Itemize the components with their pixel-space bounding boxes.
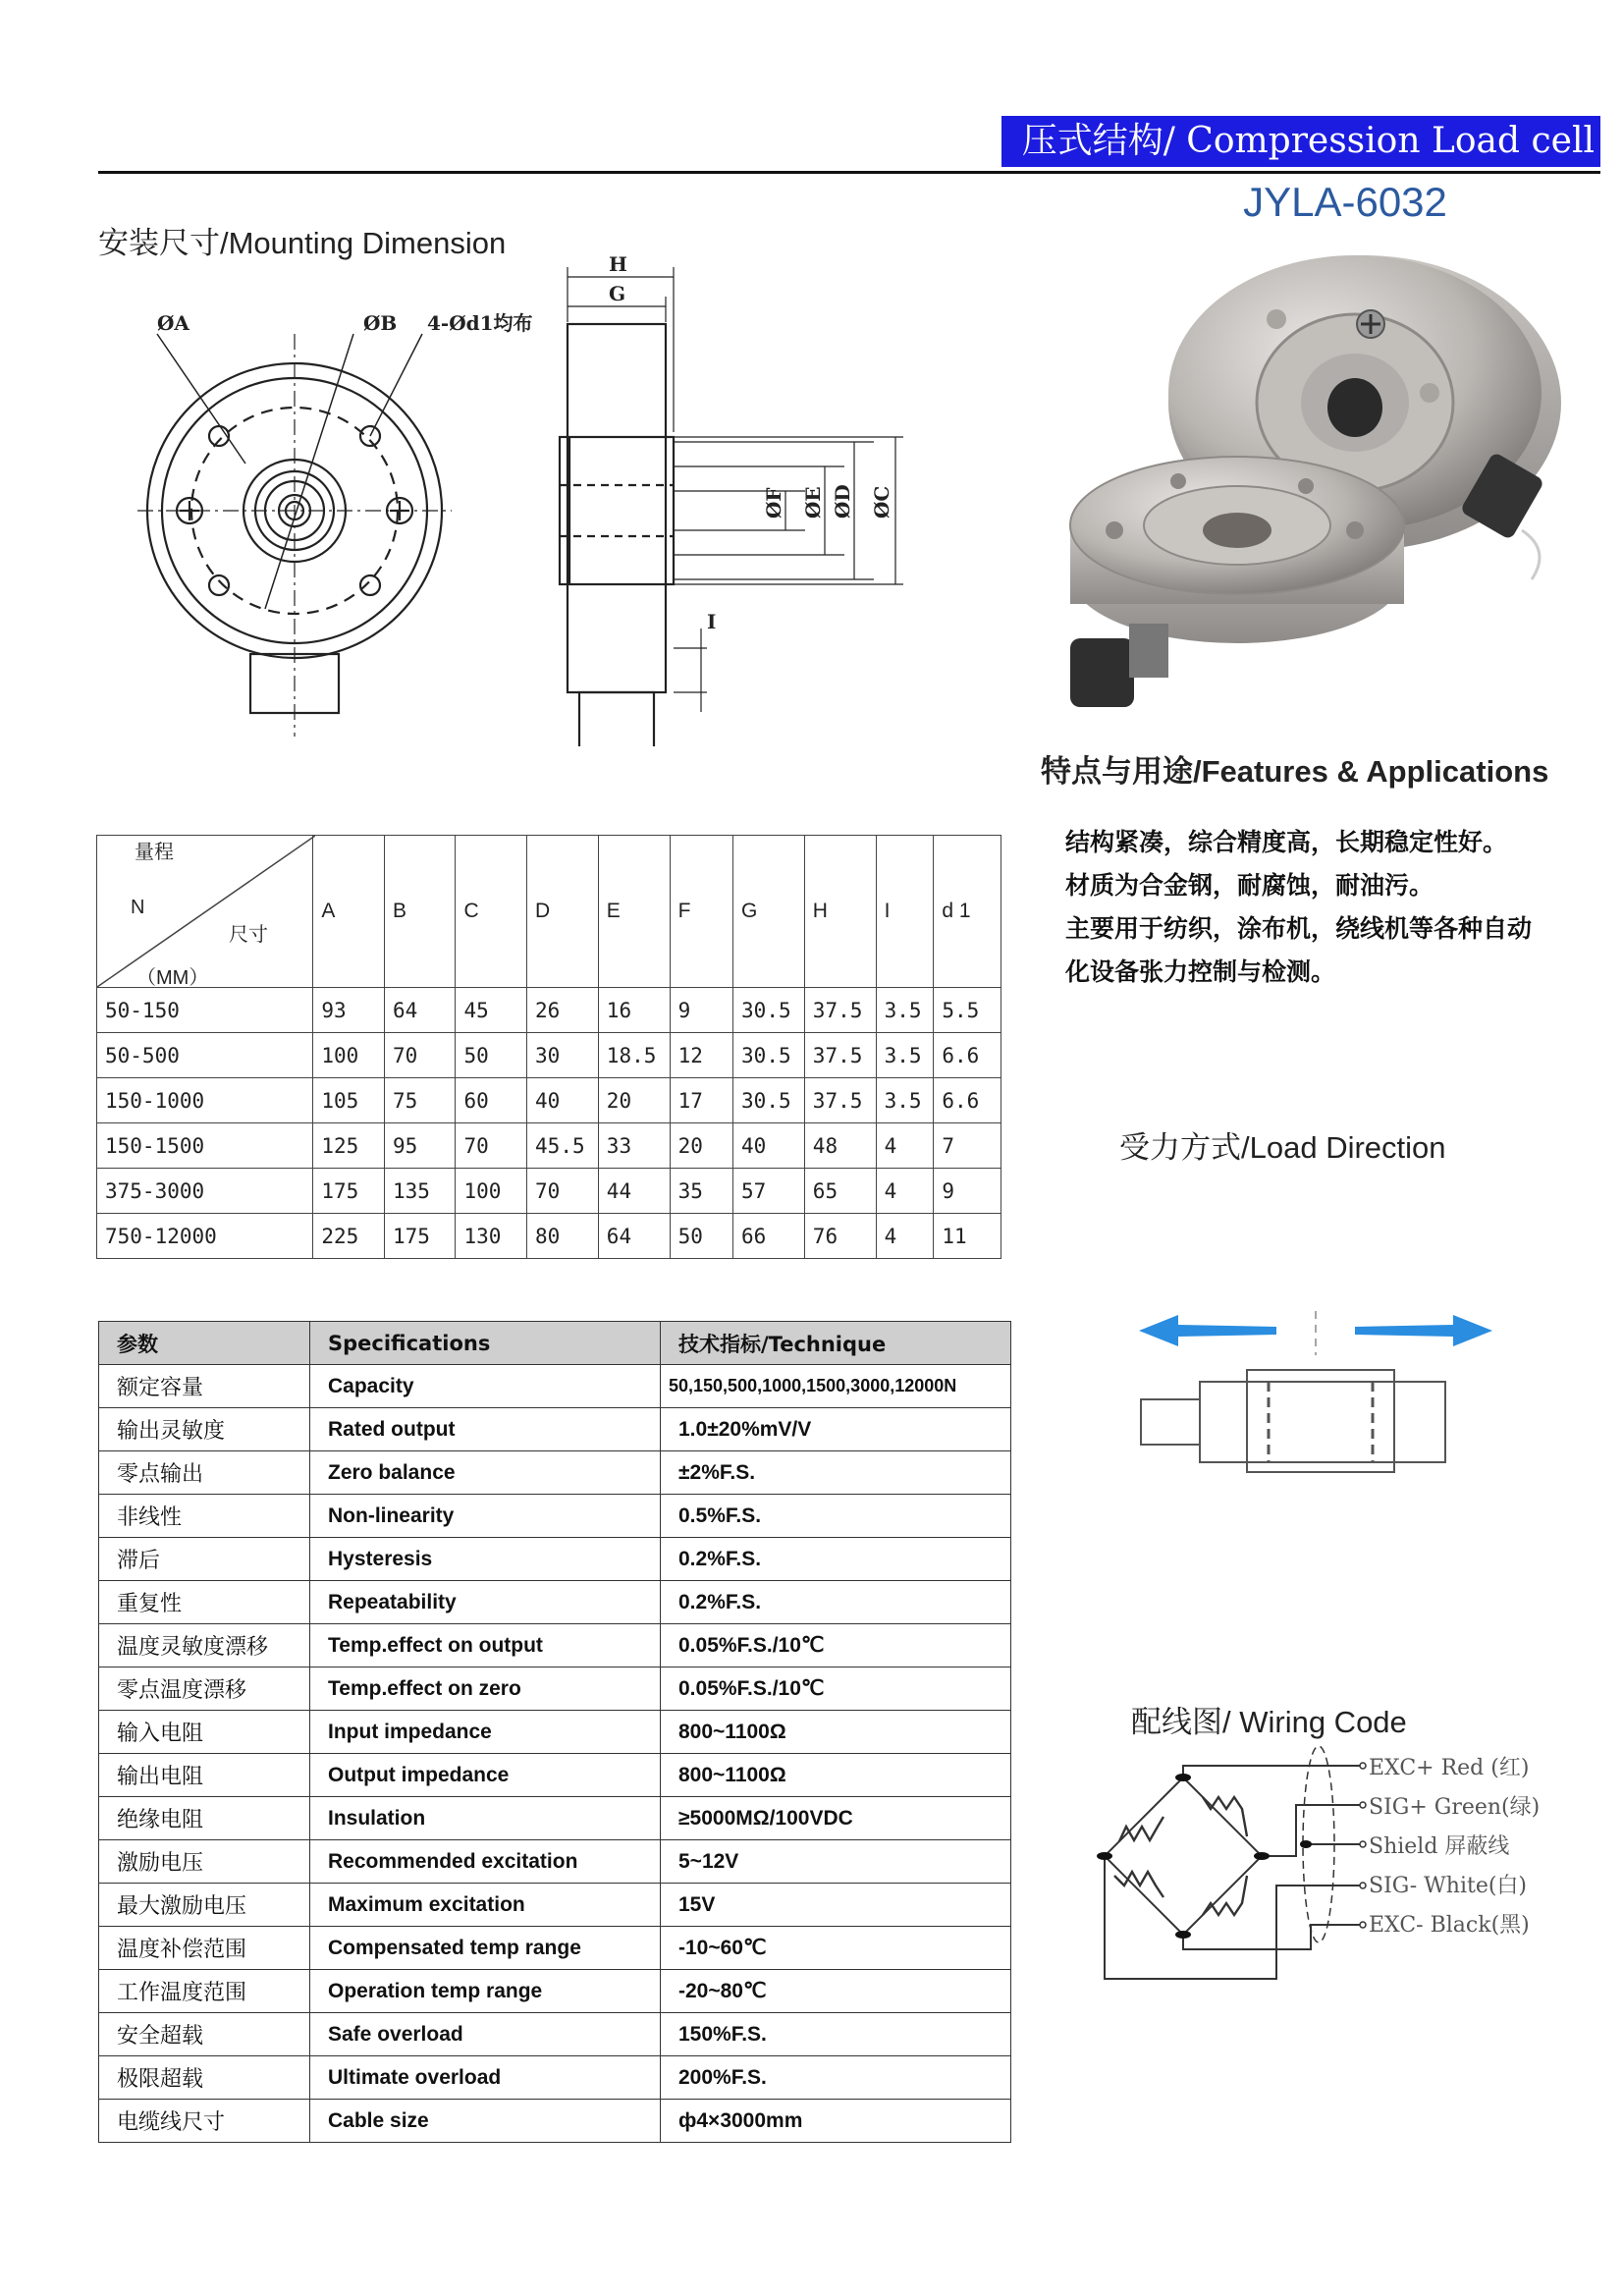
value-cell: 100 [456,1169,527,1214]
value-cell: 35 [670,1169,732,1214]
value-cell: 9 [934,1169,1001,1214]
value-cell: 45.5 [527,1123,599,1169]
value-cell: 3.5 [876,1033,934,1078]
param-en: Maximum excitation [310,1884,661,1927]
range-cell: 50-150 [97,988,313,1033]
col-E: E [598,836,670,988]
value-cell: 93 [313,988,385,1033]
param-cn: 安全超载 [99,2013,310,2056]
param-cn: 激励电压 [99,1840,310,1884]
table-row [99,1927,1011,1970]
range-cell: 150-1500 [97,1123,313,1169]
value-cell: 20 [670,1123,732,1169]
value-cell: 60 [456,1078,527,1123]
value-cell: 66 [733,1214,805,1259]
param-value: 800~1100Ω [661,1711,1011,1754]
table-row [97,1123,1001,1169]
feature-line-3: 主要用于纺织，涂布机，绕线机等各种自动 [1065,914,1533,943]
value-cell: 20 [598,1078,670,1123]
param-en: Insulation [310,1797,661,1840]
wire-exc-minus: EXC- Black(黑) [1369,1913,1530,1938]
value-cell: 70 [384,1033,456,1078]
value-cell: 64 [384,988,456,1033]
value-cell: 70 [527,1169,599,1214]
arrow-right-icon [1355,1315,1492,1346]
param-value: 1.0±20%mV/V [661,1408,1011,1451]
value-cell: 6.6 [934,1078,1001,1123]
wire-sig-plus: SIG+ Green(绿) [1369,1795,1541,1820]
label-holes: 4-Ød1均布 [427,311,533,335]
value-cell: 175 [384,1214,456,1259]
range-cell: 150-1000 [97,1078,313,1123]
param-cn: 温度灵敏度漂移 [99,1624,310,1667]
param-en: Temp.effect on output [310,1624,661,1667]
table-row [99,1754,1011,1797]
value-cell: 4 [876,1169,934,1214]
value-cell: 80 [527,1214,599,1259]
param-value: 0.05%F.S./10℃ [661,1667,1011,1711]
header-rule [98,171,1600,174]
value-cell: 6.6 [934,1033,1001,1078]
table-row [97,1078,1001,1123]
value-cell: 44 [598,1169,670,1214]
wire-shield: Shield 屏蔽线 [1369,1834,1510,1859]
value-cell: 17 [670,1078,732,1123]
col-d1: d 1 [934,836,1001,988]
value-cell: 7 [934,1123,1001,1169]
table-row [97,1033,1001,1078]
corner-size: 尺寸 [229,924,268,946]
param-en: Compensated temp range [310,1927,661,1970]
table-row [99,1970,1011,2013]
header-spec: Specifications [310,1322,661,1365]
table-row [99,1495,1011,1538]
param-cn: 重复性 [99,1581,310,1624]
param-value: 0.5%F.S. [661,1495,1011,1538]
value-cell: 11 [934,1214,1001,1259]
param-en: Zero balance [310,1451,661,1495]
value-cell: 64 [598,1214,670,1259]
value-cell: 30.5 [733,988,805,1033]
value-cell: 37.5 [804,1033,876,1078]
value-cell: 40 [733,1123,805,1169]
spec-table-header [99,1322,1011,1365]
value-cell: 135 [384,1169,456,1214]
param-en: Cable size [310,2100,661,2143]
value-cell: 105 [313,1078,385,1123]
param-cn: 零点输出 [99,1451,310,1495]
value-cell: 75 [384,1078,456,1123]
value-cell: 16 [598,988,670,1033]
value-cell: 26 [527,988,599,1033]
param-value: 15V [661,1884,1011,1927]
param-cn: 零点温度漂移 [99,1667,310,1711]
value-cell: 18.5 [598,1033,670,1078]
param-en: Operation temp range [310,1970,661,2013]
value-cell: 175 [313,1169,385,1214]
value-cell: 125 [313,1123,385,1169]
col-I: I [876,836,934,988]
param-en: Recommended excitation [310,1840,661,1884]
spec-table [98,1321,1011,2143]
value-cell: 37.5 [804,1078,876,1123]
value-cell: 30 [527,1033,599,1078]
param-cn: 极限超载 [99,2056,310,2100]
mounting-drawing [98,255,903,746]
arrow-left-icon [1139,1315,1276,1346]
wiring-diagram [1085,1738,1380,1994]
param-cn: 滞后 [99,1538,310,1581]
param-en: Input impedance [310,1711,661,1754]
value-cell: 50 [670,1214,732,1259]
col-A: A [313,836,385,988]
param-cn: 额定容量 [99,1365,310,1408]
table-row [99,1408,1011,1451]
param-cn: 绝缘电阻 [99,1797,310,1840]
dimension-table [96,835,1001,1259]
load-direction-title: 受力方式/Load Direction [1119,1130,1446,1165]
table-row [99,2013,1011,2056]
param-value: 0.05%F.S./10℃ [661,1624,1011,1667]
label-phiF: ØF [762,487,785,519]
param-value: ф4×3000mm [661,2100,1011,2143]
value-cell: 225 [313,1214,385,1259]
param-cn: 输入电阻 [99,1711,310,1754]
value-cell: 4 [876,1123,934,1169]
param-en: Repeatability [310,1581,661,1624]
table-row [97,1214,1001,1259]
param-value: -10~60℃ [661,1927,1011,1970]
param-cn: 最大激励电压 [99,1884,310,1927]
table-row [99,1667,1011,1711]
value-cell: 40 [527,1078,599,1123]
value-cell: 30.5 [733,1033,805,1078]
param-value: 50,150,500,1000,1500,3000,12000N [661,1365,1011,1408]
header-banner: 压式结构/ Compression Load cell [1001,116,1600,167]
param-cn: 工作温度范围 [99,1970,310,2013]
table-row [99,1365,1011,1408]
range-cell: 375-3000 [97,1169,313,1214]
param-value: 0.2%F.S. [661,1538,1011,1581]
label-I: I [707,610,717,633]
value-cell: 9 [670,988,732,1033]
value-cell: 50 [456,1033,527,1078]
corner-cell [97,836,313,988]
table-row [99,1711,1011,1754]
value-cell: 12 [670,1033,732,1078]
col-C: C [456,836,527,988]
value-cell: 3.5 [876,988,934,1033]
param-en: Safe overload [310,2013,661,2056]
col-B: B [384,836,456,988]
value-cell: 76 [804,1214,876,1259]
value-cell: 48 [804,1123,876,1169]
param-cn: 输出电阻 [99,1754,310,1797]
param-en: Temp.effect on zero [310,1667,661,1711]
value-cell: 130 [456,1214,527,1259]
param-value: -20~80℃ [661,1970,1011,2013]
value-cell: 33 [598,1123,670,1169]
value-cell: 45 [456,988,527,1033]
corner-mm: （MM） [136,967,209,989]
param-value: 200%F.S. [661,2056,1011,2100]
dimension-table-header [97,836,1001,988]
table-row [99,1451,1011,1495]
param-en: Output impedance [310,1754,661,1797]
table-row [99,1624,1011,1667]
value-cell: 37.5 [804,988,876,1033]
col-D: D [527,836,599,988]
param-cn: 电缆线尺寸 [99,2100,310,2143]
label-phiA: ØA [157,311,189,335]
feature-line-2: 材质为合金钢，耐腐蚀，耐油污。 [1065,871,1434,900]
param-en: Rated output [310,1408,661,1451]
value-cell: 100 [313,1033,385,1078]
mounting-dimension-title: 安装尺寸/Mounting Dimension [98,226,507,260]
param-value: 800~1100Ω [661,1754,1011,1797]
table-row [99,2100,1011,2143]
param-value: 0.2%F.S. [661,1581,1011,1624]
range-cell: 50-500 [97,1033,313,1078]
range-cell: 750-12000 [97,1214,313,1259]
value-cell: 4 [876,1214,934,1259]
value-cell: 5.5 [934,988,1001,1033]
label-G: G [609,282,626,305]
corner-range: 量程 [135,842,174,863]
col-F: F [670,836,732,988]
label-H: H [609,255,627,276]
product-photo [1060,246,1571,737]
param-value: 5~12V [661,1840,1011,1884]
table-row [99,1884,1011,1927]
header-technique: 技术指标/Technique [661,1322,1011,1365]
param-value: ±2%F.S. [661,1451,1011,1495]
param-cn: 输出灵敏度 [99,1408,310,1451]
value-cell: 30.5 [733,1078,805,1123]
value-cell: 65 [804,1169,876,1214]
table-row [99,1538,1011,1581]
label-phiD: ØD [831,484,854,519]
param-cn: 非线性 [99,1495,310,1538]
header-param: 参数 [99,1322,310,1365]
feature-line-1: 结构紧凑，综合精度高，长期稳定性好。 [1065,828,1508,856]
table-row [99,1840,1011,1884]
wire-sig-minus: SIG- White(白) [1369,1874,1528,1898]
wiring-title: 配线图/ Wiring Code [1131,1705,1407,1739]
value-cell: 57 [733,1169,805,1214]
param-en: Non-linearity [310,1495,661,1538]
table-row [99,2056,1011,2100]
value-cell: 3.5 [876,1078,934,1123]
table-row [99,1797,1011,1840]
param-en: Ultimate overload [310,2056,661,2100]
label-phiB: ØB [363,311,398,335]
table-row [97,988,1001,1033]
load-direction-diagram [1129,1301,1502,1488]
wire-exc-plus: EXC+ Red (红) [1369,1756,1530,1780]
param-value: 150%F.S. [661,2013,1011,2056]
label-phiC: ØC [870,485,893,519]
corner-unit-n: N [131,897,145,918]
value-cell: 70 [456,1123,527,1169]
col-H: H [804,836,876,988]
table-row [97,1169,1001,1214]
features-title: 特点与用途/Features & Applications [1041,754,1549,789]
model-number: JYLA-6032 [1243,179,1447,225]
param-en: Capacity [310,1365,661,1408]
param-cn: 温度补偿范围 [99,1927,310,1970]
param-value: ≥5000MΩ/100VDC [661,1797,1011,1840]
feature-line-4: 化设备张力控制与检测。 [1065,957,1336,986]
table-row [99,1581,1011,1624]
label-phiE: ØE [801,486,825,519]
value-cell: 95 [384,1123,456,1169]
param-en: Hysteresis [310,1538,661,1581]
col-G: G [733,836,805,988]
